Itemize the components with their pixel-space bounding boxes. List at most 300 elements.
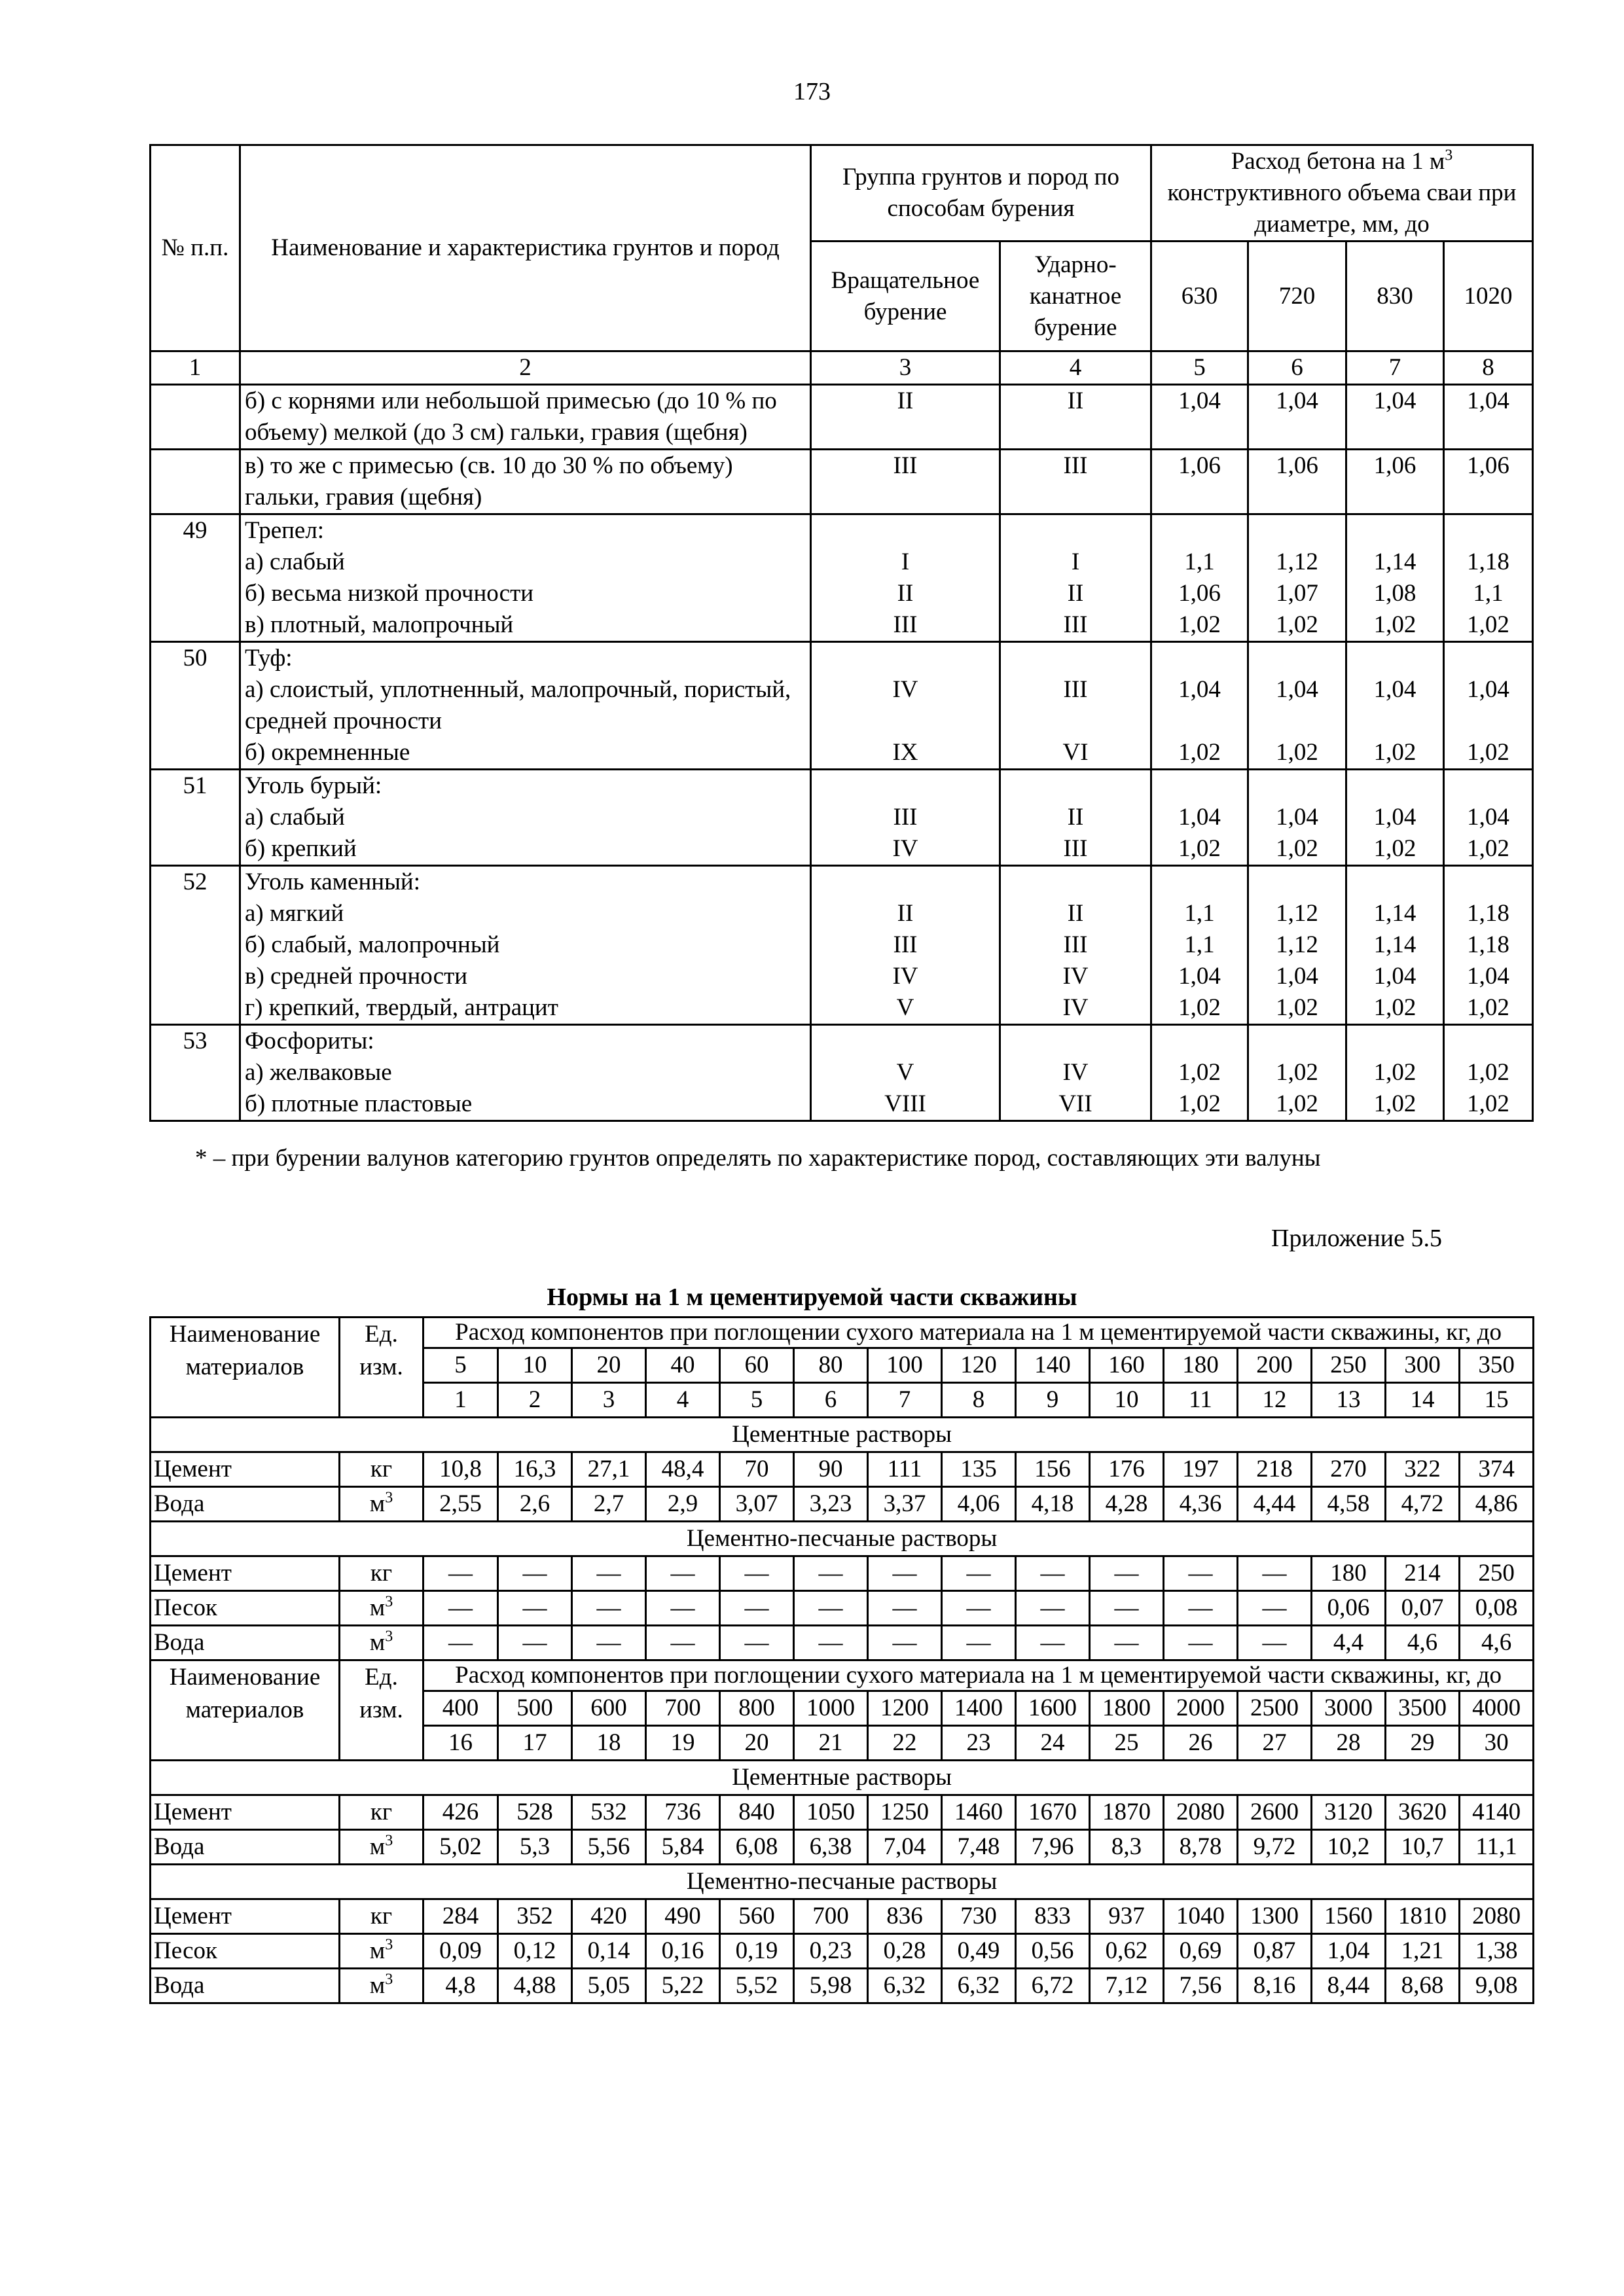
- material-value: —: [794, 1556, 868, 1591]
- value-cell-v630: [1151, 866, 1248, 1025]
- material-value: 2,9: [646, 1487, 720, 1522]
- column-number: 12: [1238, 1383, 1312, 1418]
- value-cell-v720: [1248, 385, 1346, 450]
- header-d1020: 1020: [1444, 242, 1533, 351]
- value-line: [1253, 1026, 1341, 1057]
- material-value: 0,09: [424, 1934, 498, 1969]
- material-value: 0,49: [942, 1934, 1016, 1969]
- material-value: 4,06: [942, 1487, 1016, 1522]
- material-value: 5,05: [572, 1969, 646, 2003]
- value-line: [1156, 515, 1243, 547]
- material-unit: кг: [340, 1452, 424, 1487]
- column-number: 23: [942, 1726, 1016, 1761]
- material-value: 5,22: [646, 1969, 720, 2003]
- header-d630: 630: [1151, 242, 1248, 351]
- superscript: 3: [385, 1832, 393, 1850]
- value-cell-g2: [1000, 770, 1151, 866]
- value-line: [1351, 1026, 1439, 1057]
- material-value: 0,23: [794, 1934, 868, 1969]
- material-value: —: [868, 1591, 942, 1626]
- value-cell-g1: [811, 514, 1000, 642]
- superscript: 3: [385, 1971, 393, 1988]
- material-value: 180: [1312, 1556, 1386, 1591]
- absorption-value: 700: [646, 1691, 720, 1726]
- column-number: 9: [1016, 1383, 1090, 1418]
- value-line: 1,14: [1373, 900, 1416, 927]
- soil-concrete-table: [149, 144, 1534, 1122]
- material-value: —: [1090, 1556, 1164, 1591]
- material-value: 7,12: [1090, 1969, 1164, 2003]
- value-line: [1253, 867, 1341, 898]
- soil-name-line: Туф:: [245, 645, 293, 672]
- absorption-value: 1600: [1016, 1691, 1090, 1726]
- header-num: № п.п.: [151, 145, 240, 351]
- value-line: [1449, 643, 1528, 674]
- material-unit: $м^3$: [340, 1830, 424, 1865]
- value-line: [1351, 515, 1439, 547]
- table-row: [151, 770, 1533, 866]
- absorption-value: 1200: [868, 1691, 942, 1726]
- absorption-value: 3000: [1312, 1691, 1386, 1726]
- value-line: 1,02: [1467, 835, 1509, 862]
- table-row: [151, 450, 1533, 514]
- table2-title: Нормы на 1 м цементируемой части скважины: [547, 1283, 1077, 1311]
- soil-name-line: а) мягкий: [245, 900, 344, 927]
- material-row: [151, 1452, 1534, 1487]
- material-value: —: [572, 1591, 646, 1626]
- absorption-value: 300: [1386, 1348, 1460, 1383]
- value-line: II: [1067, 387, 1084, 414]
- material-value: 2,7: [572, 1487, 646, 1522]
- material-value: 2,6: [498, 1487, 572, 1522]
- soil-name: [240, 866, 811, 1025]
- material-value: 16,3: [498, 1452, 572, 1487]
- material-value: 8,44: [1312, 1969, 1386, 2003]
- value-line: II: [1067, 900, 1084, 927]
- value-line: [816, 770, 995, 802]
- value-line: [1351, 706, 1439, 737]
- row-number: 50: [151, 642, 240, 770]
- material-name: Цемент: [151, 1556, 340, 1591]
- material-value: 27,1: [572, 1452, 646, 1487]
- value-line: 1,02: [1373, 739, 1416, 766]
- material-value: 1040: [1164, 1899, 1238, 1934]
- value-line: 1,04: [1178, 963, 1221, 990]
- value-cell-v1020: [1444, 385, 1533, 450]
- material-row: [151, 1591, 1534, 1626]
- material-value: 0,06: [1312, 1591, 1386, 1626]
- value-line: 1,04: [1373, 387, 1416, 414]
- material-value: 5,98: [794, 1969, 868, 2003]
- value-line: III: [893, 611, 918, 638]
- material-value: 3120: [1312, 1795, 1386, 1830]
- material-value: 2600: [1238, 1795, 1312, 1830]
- material-value: —: [1238, 1556, 1312, 1591]
- material-value: 736: [646, 1795, 720, 1830]
- material-value: —: [794, 1591, 868, 1626]
- material-value: 8,78: [1164, 1830, 1238, 1865]
- absorption-value: 140: [1016, 1348, 1090, 1383]
- section-row: [151, 1522, 1534, 1556]
- value-cell-v720: [1248, 866, 1346, 1025]
- material-value: 426: [424, 1795, 498, 1830]
- material-value: 1,04: [1312, 1934, 1386, 1969]
- value-line: IV: [892, 835, 918, 862]
- value-line: [1005, 867, 1146, 898]
- value-cell-g1: [811, 450, 1000, 514]
- header-percussion: Ударно-канатное бурение: [1000, 242, 1151, 351]
- superscript: 3: [385, 1593, 393, 1611]
- value-line: [816, 706, 995, 737]
- row-number: 53: [151, 1025, 240, 1121]
- material-value: 4,36: [1164, 1487, 1238, 1522]
- material-unit: кг: [340, 1899, 424, 1934]
- value-line: 1,04: [1178, 676, 1221, 703]
- value-line: III: [1063, 676, 1088, 703]
- value-line: VIII: [884, 1090, 926, 1117]
- value-line: 1,04: [1373, 804, 1416, 831]
- material-value: —: [646, 1591, 720, 1626]
- soil-name-line: в) плотный, малопрочный: [245, 611, 514, 638]
- material-value: 4,8: [424, 1969, 498, 2003]
- value-cell-v830: [1346, 450, 1444, 514]
- material-value: —: [720, 1626, 794, 1660]
- value-line: [1156, 770, 1243, 802]
- value-cell-g2: [1000, 450, 1151, 514]
- material-value: 7,56: [1164, 1969, 1238, 2003]
- value-line: III: [1063, 611, 1088, 638]
- absorption-value: 2000: [1164, 1691, 1238, 1726]
- value-cell-g2: [1000, 866, 1151, 1025]
- value-cell-g1: [811, 866, 1000, 1025]
- value-cell-g2: [1000, 1025, 1151, 1121]
- absorption-value: 3500: [1386, 1691, 1460, 1726]
- material-value: —: [1090, 1626, 1164, 1660]
- value-cell-v830: [1346, 866, 1444, 1025]
- column-number: 2: [498, 1383, 572, 1418]
- material-value: 5,56: [572, 1830, 646, 1865]
- value-line: [816, 643, 995, 674]
- value-line: [1449, 515, 1528, 547]
- value-line: 1,02: [1178, 835, 1221, 862]
- material-value: 0,28: [868, 1934, 942, 1969]
- value-line: 1,02: [1467, 1090, 1509, 1117]
- value-cell-v830: [1346, 1025, 1444, 1121]
- material-value: —: [1016, 1591, 1090, 1626]
- value-cell-v720: [1248, 1025, 1346, 1121]
- value-line: [1005, 515, 1146, 547]
- material-value: 6,08: [720, 1830, 794, 1865]
- consumption-header: Расход компонентов при поглощении сухого материала на 1 м цементируемой части скважины, кг, до: [424, 1660, 1534, 1691]
- value-line: 1,02: [1373, 611, 1416, 638]
- value-line: 1,04: [1276, 804, 1318, 831]
- value-line: IV: [1062, 963, 1089, 990]
- value-line: [1449, 867, 1528, 898]
- soil-name-line: а) желваковые: [245, 1059, 392, 1086]
- material-value: —: [646, 1626, 720, 1660]
- value-line: 1,02: [1276, 994, 1318, 1021]
- material-value: 7,48: [942, 1830, 1016, 1865]
- column-number: 25: [1090, 1726, 1164, 1761]
- soil-name: [240, 385, 811, 450]
- material-unit: кг: [340, 1556, 424, 1591]
- value-line: [816, 1026, 995, 1057]
- value-line: 1,02: [1373, 835, 1416, 862]
- value-line: 1,02: [1276, 611, 1318, 638]
- value-line: 1,02: [1178, 611, 1221, 638]
- material-value: 111: [868, 1452, 942, 1487]
- value-line: 1,02: [1178, 1059, 1221, 1086]
- material-value: —: [1238, 1626, 1312, 1660]
- absorption-value: 100: [868, 1348, 942, 1383]
- material-value: 6,32: [942, 1969, 1016, 2003]
- material-value: 528: [498, 1795, 572, 1830]
- material-value: 10,2: [1312, 1830, 1386, 1865]
- material-value: 3620: [1386, 1795, 1460, 1830]
- value-line: 1,04: [1373, 676, 1416, 703]
- column-number: 29: [1386, 1726, 1460, 1761]
- column-number: 1: [424, 1383, 498, 1418]
- material-unit: $м^3$: [340, 1934, 424, 1969]
- material-value: 5,52: [720, 1969, 794, 2003]
- material-value: —: [1164, 1591, 1238, 1626]
- material-value: 352: [498, 1899, 572, 1934]
- material-value: 5,02: [424, 1830, 498, 1865]
- material-row: [151, 1830, 1534, 1865]
- material-name-header: Наименование материалов: [151, 1318, 340, 1418]
- column-number: 10: [1090, 1383, 1164, 1418]
- value-cell-g2: [1000, 385, 1151, 450]
- material-name: Вода: [151, 1626, 340, 1660]
- column-number: 28: [1312, 1726, 1386, 1761]
- value-line: 1,04: [1467, 387, 1509, 414]
- column-number: 27: [1238, 1726, 1312, 1761]
- material-value: 2080: [1460, 1899, 1534, 1934]
- value-cell-v630: [1151, 450, 1248, 514]
- value-line: III: [1063, 452, 1088, 479]
- absorption-value: 180: [1164, 1348, 1238, 1383]
- value-line: 1,06: [1276, 452, 1318, 479]
- material-value: 176: [1090, 1452, 1164, 1487]
- section-title: Цементно-песчаные растворы: [151, 1865, 1534, 1899]
- column-number: 21: [794, 1726, 868, 1761]
- value-cell-g2: [1000, 514, 1151, 642]
- material-value: 0,16: [646, 1934, 720, 1969]
- value-line: [1005, 643, 1146, 674]
- value-cell-v720: [1248, 642, 1346, 770]
- column-number: 30: [1460, 1726, 1534, 1761]
- superscript: 3: [385, 1489, 393, 1507]
- value-line: 1,18: [1467, 900, 1509, 927]
- material-value: —: [424, 1626, 498, 1660]
- row-number: [151, 450, 240, 514]
- soil-name: [240, 514, 811, 642]
- absorption-value: 350: [1460, 1348, 1534, 1383]
- material-value: —: [424, 1591, 498, 1626]
- material-value: 0,87: [1238, 1934, 1312, 1969]
- column-index: 4: [1000, 351, 1151, 385]
- material-unit: $м^3$: [340, 1626, 424, 1660]
- header-d830: 830: [1346, 242, 1444, 351]
- superscript: 3: [385, 1628, 393, 1645]
- absorption-value: 400: [424, 1691, 498, 1726]
- material-name: Цемент: [151, 1899, 340, 1934]
- value-line: 1,02: [1467, 1059, 1509, 1086]
- value-line: [1449, 706, 1528, 737]
- column-number: 11: [1164, 1383, 1238, 1418]
- value-line: VI: [1062, 739, 1089, 766]
- absorption-value: 600: [572, 1691, 646, 1726]
- material-value: 7,04: [868, 1830, 942, 1865]
- value-line: 1,02: [1373, 1090, 1416, 1117]
- value-cell-v720: [1248, 450, 1346, 514]
- material-value: —: [424, 1556, 498, 1591]
- value-cell-v830: [1346, 642, 1444, 770]
- value-line: 1,02: [1467, 611, 1509, 638]
- value-line: IV: [1062, 1059, 1089, 1086]
- section-row: [151, 1761, 1534, 1795]
- value-line: 1,1: [1473, 580, 1504, 607]
- soil-name-line: Фосфориты:: [245, 1028, 374, 1054]
- material-value: —: [1016, 1556, 1090, 1591]
- material-value: —: [1164, 1626, 1238, 1660]
- absorption-value: 20: [572, 1348, 646, 1383]
- soil-name-line: б) крепкий: [245, 835, 357, 862]
- material-value: 1810: [1386, 1899, 1460, 1934]
- value-line: III: [1063, 931, 1088, 958]
- material-value: 1460: [942, 1795, 1016, 1830]
- header-row: [151, 1318, 1534, 1348]
- soil-name: [240, 450, 811, 514]
- cementing-norms-table: [149, 1316, 1534, 2004]
- material-value: 836: [868, 1899, 942, 1934]
- material-value: 1560: [1312, 1899, 1386, 1934]
- value-line: IV: [1062, 994, 1089, 1021]
- absorption-value: 2500: [1238, 1691, 1312, 1726]
- value-line: [1449, 770, 1528, 802]
- table-row: [151, 514, 1533, 642]
- soil-name-line: а) слабый: [245, 548, 345, 575]
- column-number: 26: [1164, 1726, 1238, 1761]
- material-value: 214: [1386, 1556, 1460, 1591]
- value-line: 1,04: [1276, 676, 1318, 703]
- value-line: [1253, 515, 1341, 547]
- column-number: 14: [1386, 1383, 1460, 1418]
- value-cell-v630: [1151, 514, 1248, 642]
- material-row: [151, 1795, 1534, 1830]
- column-number: 24: [1016, 1726, 1090, 1761]
- material-value: 0,69: [1164, 1934, 1238, 1969]
- value-line: 1,02: [1373, 1059, 1416, 1086]
- material-name: Вода: [151, 1969, 340, 2003]
- value-line: 1,04: [1467, 804, 1509, 831]
- value-line: 1,02: [1178, 739, 1221, 766]
- header-name: Наименование и характеристика грунтов и пород: [240, 145, 811, 351]
- absorption-value: 250: [1312, 1348, 1386, 1383]
- material-value: 6,72: [1016, 1969, 1090, 2003]
- value-line: [1156, 706, 1243, 737]
- value-line: III: [893, 804, 918, 831]
- value-line: 1,02: [1276, 739, 1318, 766]
- value-line: IV: [892, 676, 918, 703]
- material-unit: $м^3$: [340, 1591, 424, 1626]
- value-line: 1,04: [1467, 963, 1509, 990]
- material-value: —: [498, 1556, 572, 1591]
- value-cell-v720: [1248, 514, 1346, 642]
- value-line: 1,02: [1467, 739, 1509, 766]
- column-number: 22: [868, 1726, 942, 1761]
- header-drilling-group: Группа грунтов и пород по способам бурения: [811, 145, 1151, 242]
- value-line: 1,06: [1178, 580, 1221, 607]
- value-cell-v830: [1346, 385, 1444, 450]
- value-line: III: [1063, 835, 1088, 862]
- material-value: 0,12: [498, 1934, 572, 1969]
- value-cell-g1: [811, 385, 1000, 450]
- column-number: 17: [498, 1726, 572, 1761]
- value-line: [1253, 643, 1341, 674]
- unit-header: Ед. изм.: [340, 1318, 424, 1418]
- value-line: 1,1: [1184, 931, 1215, 958]
- value-cell-g1: [811, 770, 1000, 866]
- material-value: —: [1016, 1626, 1090, 1660]
- value-line: [1156, 867, 1243, 898]
- material-value: 4,28: [1090, 1487, 1164, 1522]
- column-index: 6: [1248, 351, 1346, 385]
- material-value: —: [1090, 1591, 1164, 1626]
- material-name: Песок: [151, 1934, 340, 1969]
- header-rotary: Вращательное бурение: [811, 242, 1000, 351]
- soil-name-line: Уголь бурый:: [245, 772, 382, 799]
- material-value: 0,56: [1016, 1934, 1090, 1969]
- superscript: 3: [1445, 147, 1453, 164]
- material-value: 490: [646, 1899, 720, 1934]
- section-title: Цементные растворы: [151, 1761, 1534, 1795]
- material-value: —: [1164, 1556, 1238, 1591]
- material-row: [151, 1487, 1534, 1522]
- column-index: 7: [1346, 351, 1444, 385]
- material-value: 833: [1016, 1899, 1090, 1934]
- column-number: 18: [572, 1726, 646, 1761]
- material-value: 4,72: [1386, 1487, 1460, 1522]
- soil-name-line: б) окремненные: [245, 739, 410, 766]
- value-line: 1,02: [1178, 994, 1221, 1021]
- value-line: 1,04: [1276, 963, 1318, 990]
- column-index: 5: [1151, 351, 1248, 385]
- material-row: [151, 1934, 1534, 1969]
- value-line: 1,04: [1276, 387, 1318, 414]
- value-line: II: [897, 580, 914, 607]
- value-cell-g1: [811, 642, 1000, 770]
- material-value: —: [572, 1556, 646, 1591]
- material-name: Песок: [151, 1591, 340, 1626]
- row-number: [151, 385, 240, 450]
- value-line: I: [1071, 548, 1080, 575]
- section-title: Цементно-песчаные растворы: [151, 1522, 1534, 1556]
- material-value: 4,6: [1460, 1626, 1534, 1660]
- value-line: 1,06: [1467, 452, 1509, 479]
- absorption-value: 160: [1090, 1348, 1164, 1383]
- material-value: 1670: [1016, 1795, 1090, 1830]
- material-value: 3,07: [720, 1487, 794, 1522]
- value-cell-v630: [1151, 770, 1248, 866]
- value-line: [1005, 706, 1146, 737]
- material-unit: $м^3$: [340, 1487, 424, 1522]
- section-row: [151, 1418, 1534, 1452]
- material-value: 10,7: [1386, 1830, 1460, 1865]
- footnote: * – при бурении валунов категорию грунтов определять по характеристике пород, составляющих эти валуны: [195, 1145, 1321, 1172]
- value-line: 1,1: [1184, 548, 1215, 575]
- value-line: 1,02: [1373, 994, 1416, 1021]
